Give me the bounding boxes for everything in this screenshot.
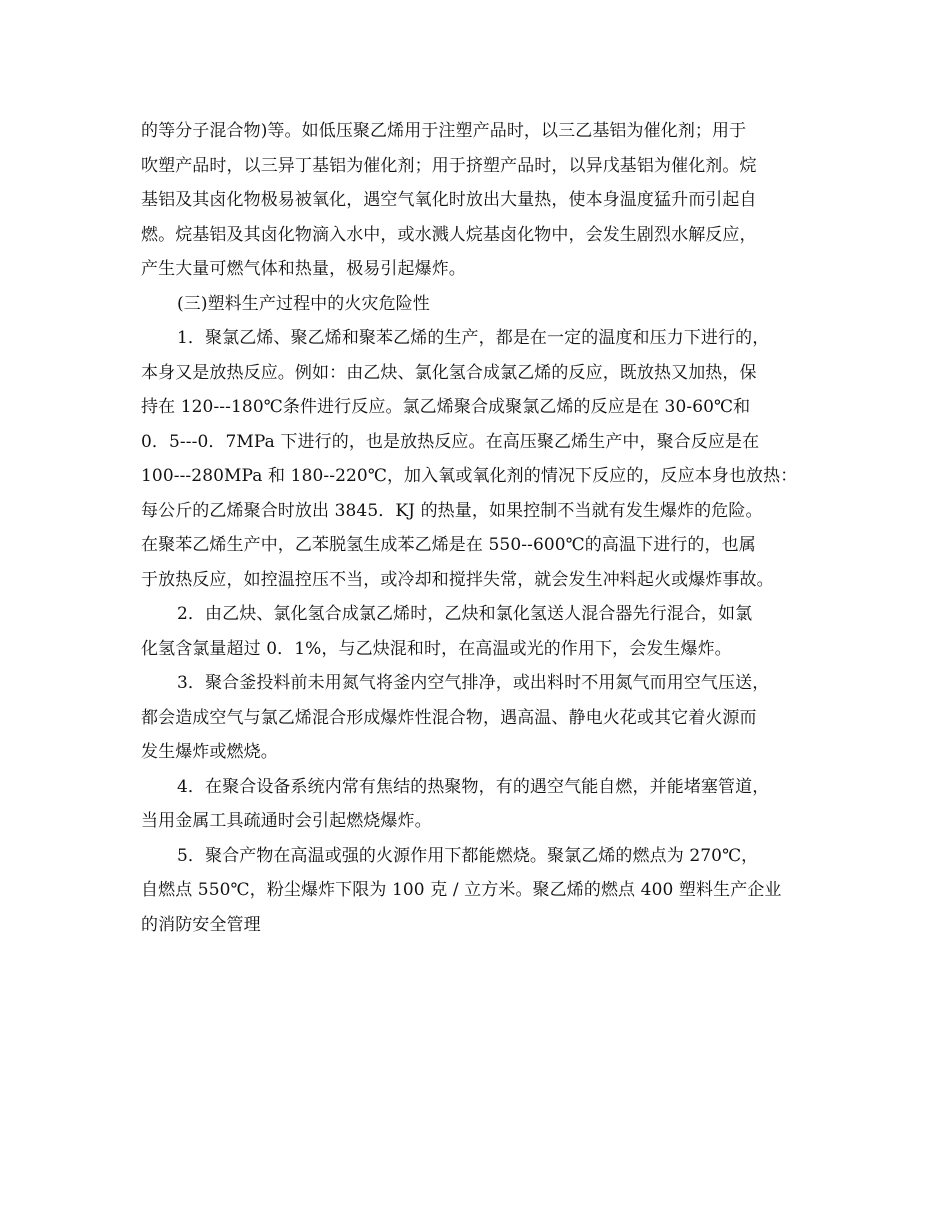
text-line: 都会造成空气与氯乙烯混合形成爆炸性混合物，遇高温、静电火花或其它着火源而 <box>141 707 757 728</box>
text-line: 的消防安全管理 <box>141 914 261 935</box>
text-line: 100---280MPa 和 180--220℃，加入氧或氧化剂的情况下反应的，反应本身也放热： <box>141 466 798 486</box>
text-line: 每公斤的乙烯聚合时放出 3845．KJ 的热量，如果控制不当就有发生爆炸的危险。 <box>141 500 763 521</box>
text-line: 化氢含氯量超过 0．1%，与乙炔混和时，在高温或光的作用下，会发生爆炸。 <box>141 638 732 659</box>
text-line: 0．5---0．7MPa 下进行的，也是放热反应。在高压聚乙烯生产中，聚合反应是在 <box>141 431 760 452</box>
text-line: 于放热反应，如控温控压不当，或冷却和搅拌失常，就会发生冲料起火或爆炸事故。 <box>141 569 774 590</box>
text-line: 2．由乙炔、氯化氢合成氯乙烯时，乙炔和氯化氢送人混合器先行混合，如氯 <box>177 604 753 624</box>
document-body <box>141 114 821 942</box>
text-line: 3．聚合釜投料前未用氮气将釜内空气排净，或出料时不用氮气而用空气压送， <box>177 673 770 693</box>
text-line: 的等分子混合物)等。如低压聚乙烯用于注塑产品时，以三乙基铝为催化剂；用于 <box>141 121 747 141</box>
text-line: 自燃点 550℃，粉尘爆炸下限为 100 克 / 立方米。聚乙烯的燃点 400 塑料生产企业 <box>141 880 782 900</box>
text-line: 5．聚合产物在高温或强的火源作用下都能燃烧。聚氯乙烯的燃点为 270℃， <box>177 845 759 866</box>
text-line: 发生爆炸或燃烧。 <box>141 742 278 762</box>
section-heading: (三)塑料生产过程中的火灾危险性 <box>177 293 430 314</box>
text-line: 当用金属工具疏通时会引起燃烧爆炸。 <box>141 811 432 831</box>
text-line: 在聚苯乙烯生产中，乙苯脱氢生成苯乙烯是在 550--600℃的高温下进行的，也属 <box>141 535 756 555</box>
text-line: 吹塑产品时，以三异丁基铝为催化剂；用于挤塑产品时，以异戊基铝为催化剂。烷 <box>141 155 757 176</box>
text-line: 基铝及其卤化物极易被氧化，遇空气氧化时放出大量热，使本身温度猛升而引起自 <box>141 190 757 210</box>
text-line: 1．聚氯乙烯、聚乙烯和聚苯乙烯的生产，都是在一定的温度和压力下进行的， <box>177 328 770 348</box>
text-line: 持在 120---180℃条件进行反应。氯乙烯聚合成聚氯乙烯的反应是在 30-60℃和 <box>141 397 751 417</box>
text-line: 燃。烷基铝及其卤化物滴入水中，或水溅人烷基卤化物中，会发生剧烈水解反应， <box>141 224 757 245</box>
text-line: 4．在聚合设备系统内常有焦结的热聚物，有的遇空气能自燃，并能堵塞管道， <box>177 776 770 797</box>
text-line: 产生大量可燃气体和热量，极易引起爆炸。 <box>141 259 466 279</box>
text-line: 本身又是放热反应。例如：由乙炔、氯化氢合成氯乙烯的反应，既放热又加热，保 <box>141 362 757 383</box>
